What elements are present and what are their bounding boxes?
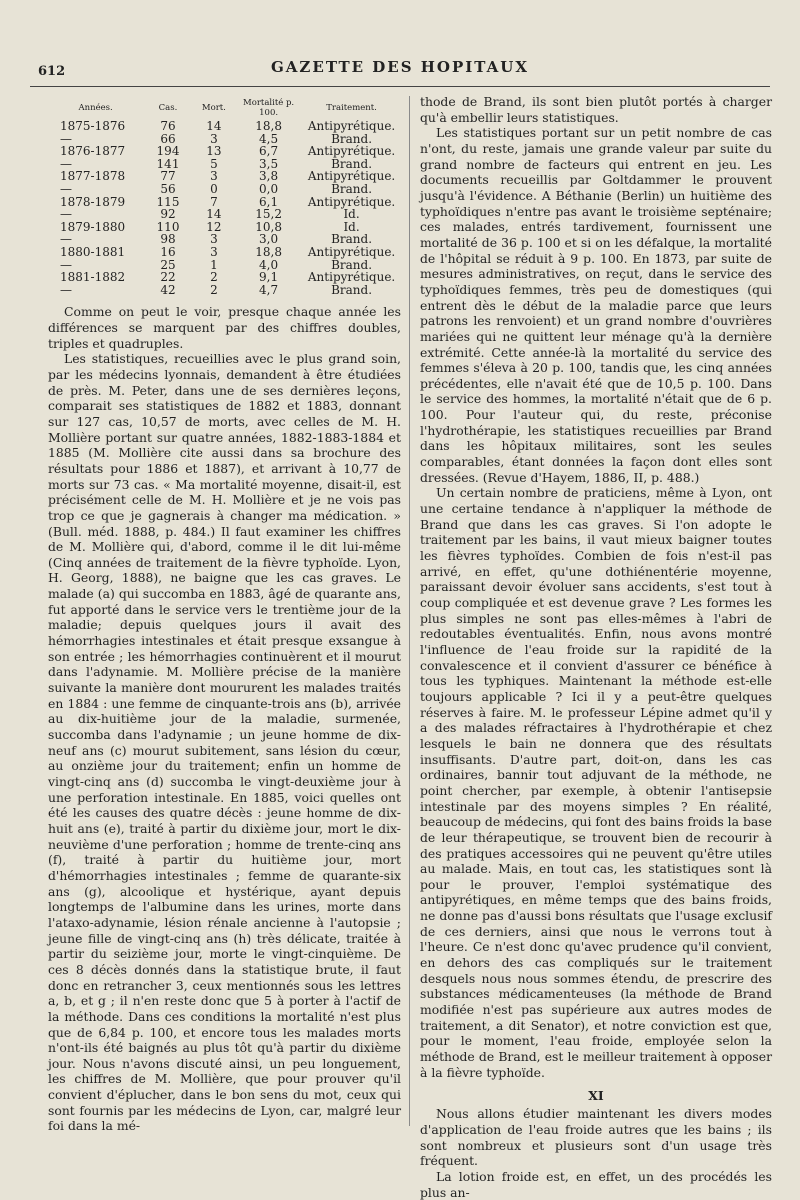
cell-treatment: Antipyrétique. — [307, 119, 396, 133]
cell-treatment: Antipyrétique. — [307, 169, 396, 184]
cell-year: — — [60, 257, 72, 272]
cell-deaths: 3 — [210, 244, 218, 259]
cell-mortality: 18,8 — [255, 244, 282, 259]
body-paragraph: thode de Brand, ils sont bien plutôt portés à charger qu'à embellir leurs statistiques. — [420, 94, 772, 125]
cell-deaths: 3 — [210, 232, 218, 247]
cell-cases: 16 — [160, 244, 176, 259]
cell-year: 1877-1878 — [60, 169, 126, 184]
cell-treatment: Antipyrétique. — [307, 244, 396, 259]
cell-year: — — [60, 232, 72, 247]
cell-cases: 115 — [156, 194, 180, 209]
cell-deaths: 14 — [206, 207, 222, 222]
section-paragraph: La lotion froide est, en effet, un des procédés les plus an- — [420, 1168, 772, 1200]
cell-cases: 25 — [160, 257, 176, 272]
mortality-table — [48, 98, 401, 296]
table-row — [48, 120, 401, 133]
cell-mortality: 3,8 — [259, 169, 279, 184]
cell-treatment: Antipyrétique. — [307, 194, 396, 209]
cell-cases: 110 — [156, 219, 180, 234]
cell-mortality: 15,2 — [255, 207, 282, 222]
cell-treatment: Brand. — [331, 282, 373, 297]
cell-mortality: 3,0 — [259, 232, 279, 247]
cell-treatment: Brand. — [331, 156, 373, 171]
table-row — [48, 246, 401, 259]
cell-year: 1881-1882 — [60, 270, 126, 285]
cell-mortality: 4,0 — [259, 257, 279, 272]
table-row — [48, 271, 401, 284]
column-header-cases: Cas. — [158, 103, 178, 113]
column-header-treatment: Traitement. — [326, 103, 377, 113]
cell-cases: 141 — [156, 156, 180, 171]
cell-mortality: 9,1 — [259, 270, 279, 285]
table-row — [48, 208, 401, 221]
cell-cases: 77 — [160, 169, 176, 184]
cell-deaths: 5 — [210, 156, 218, 171]
section-number: XI — [588, 1088, 604, 1104]
cell-year: 1878-1879 — [60, 194, 126, 209]
cell-cases: 76 — [160, 119, 176, 133]
cell-year: 1880-1881 — [60, 244, 126, 259]
cell-treatment: Antipyrétique. — [307, 270, 396, 285]
cell-mortality: 4,7 — [259, 282, 279, 297]
cell-mortality: 6,7 — [259, 144, 279, 159]
cell-deaths: 2 — [210, 282, 218, 297]
cell-year: 1879-1880 — [60, 219, 126, 234]
page-header — [30, 56, 770, 87]
cell-year: — — [60, 181, 72, 196]
body-paragraph: Comme on peut le voir, presque chaque année les différences se marquent par des chiffres doubles, triples et quadruples. — [48, 304, 401, 351]
cell-mortality: 6,1 — [259, 194, 279, 209]
column-header-years: Années. — [78, 103, 113, 113]
column-divider — [409, 96, 410, 1126]
cell-deaths: 13 — [206, 144, 222, 159]
column-header-deaths: Mort. — [201, 103, 226, 113]
cell-treatment: Brand. — [331, 131, 373, 146]
cell-mortality: 3,5 — [259, 156, 279, 171]
body-paragraph: Les statistiques, recueillies avec le plus grand soin, par les médecins lyonnais, demandent à être étudiées de près. M. Peter, dans une de ses dernières leçons, comparait ses statistiques de 1882 et 1883, donnant sur 127 cas, 10,57 de morts, avec celles de M. H. Mollière portant sur quatre années, 1882-1883-1884 et 1885 (M. Mollière cite aussi dans sa brochure des résultats pour 1886 et 1887), et arrivant à 10,77 de morts sur 73 cas. « Ma mortalité moyenne, disait-il, est précisément celle de M. H. Mollière et je ne vois pas trop ce que je gagnerais à changer ma médication. » (Bull. méd. 1888, p. 484.) Il faut examiner les chiffres de M. Mollière qui, d'abord, comme il le dit lui-même (Cinq années de traitement de la fièvre typhoïde. Lyon, H. Georg, 1888), ne baigne que les cas graves. Le malade (a) qui succomba en 1883, âgé de quarante ans, fut apporté dans le service vers le trentième jour de la maladie; depuis quelques jours il avait des hémorrhagies intestinales et était presque exsangue à son entrée ; les hémorrhagies continuèrent et il mourut dans l'adynamie. M. Mollière précise de la manière suivante la manière dont moururent les malades traités en 1884 : une femme de cinquante-trois ans (b), arrivée au dix-huitième jour de la maladie, surmenée, succomba dans l'adynamie ; un jeune homme de dix-neuf ans (c) mourut subitement, sans lésion du cœur, au onzième jour du traitement; enfin un homme de vingt-cinq ans (d) succomba le vingt-deuxième jour à une perforation intestinale. En 1885, voici quelles ont été les causes des quatre décès : jeune homme de dix-huit ans (e), traité à partir du dixième jour, mort le dix-neuvième d'une perforation ; homme de trente-cinq ans (f), traité à partir du huitième jour, mort d'hémorrhagies intestinales ; femme de quarante-six ans (g), alcoolique et hystérique, ayant depuis longtemps de l'albumine dans les urines, morte dans l'ataxo-adynamie, lésion rénale ancienne à l'autopsie ; jeune fille de vingt-cinq ans (h) très délicate, traitée à partir du seizième jour, morte le vingt-cinquième. De ces 8 décès donnés dans la statistique brute, il faut donc en retrancher 3, ceux mentionnés sous les lettres a, b, et g ; il n'en reste donc que 5 à porter à l'actif de la méthode. Dans ces conditions la mortalité n'est plus que de 6,84 p. 100, et encore tous les malades morts n'ont-ils été baignés au plus tôt qu'à partir du dixième jour. Nous n'avons discuté ainsi, un peu longuement, les chiffres de M. Mollière, que pour prouver qu'il convient d'éplucher, dans le bon sens du mot, ceux qui sont fournis par les médecins de Lyon, car, malgré leur foi dans la mé- — [48, 351, 401, 1134]
column-header-mortality: Mortalité p. 100. — [243, 98, 295, 118]
body-paragraph: Un certain nombre de praticiens, même à Lyon, ont une certaine tendance à n'appliquer la méthode de Brand que dans les cas graves. Si l'on adopte le traitement par les bains, il vaut mieux baigner toutes les fièvres typhoïdes. Combien de fois n'est-il pas arrivé, en effet, qu'une dothiénentérie moyenne, paraissant devoir évoluer sans accidents, s'est tout à coup compliquée et est devenue grave ? Les formes les plus simples ne sont pas elles-mêmes à l'abri de redoutables éventualités. Enfin, nous avons montré l'influence de l'eau froide sur la rapidité de la convalescence et il convient d'assurer ce bénéfice à tous les typhiques. Maintenant la méthode est-elle toujours applicable ? Ici il y a peut-être quelques réserves à faire. M. le professeur Lépine admet qu'il y a des malades réfractaires à l'hydrothérapie et chez lesquels le bain ne donnera que des résultats insuffisants. D'autre part, doit-on, dans les cas ordinaires, bannir tout adjuvant de la méthode, ne point chercher, par exemple, à obtenir l'antisepsie intestinale par des moyens simples ? En réalité, beaucoup de médecins, qui font des bains froids la base de leur thérapeutique, se trouvent bien de recourir à des pratiques accessoires qui ne peuvent qu'être utiles au malade. Mais, en tout cas, les statistiques sont là pour le prouver, l'emploi systématique des antipyrétiques, en même temps que des bains froids, ne donne pas d'aussi bons résultats que l'usage exclusif de ces derniers, ainsi que nous le verrons tout à l'heure. Ce n'est donc qu'avec prudence qu'il convient, en dehors des cas compliqués sur le traitement desquels nous nous sommes étendu, de prescrire des substances médicamenteuses (la méthode de Brand modifiée n'est pas supérieure aux autres modes de traitement, a dit Senator), et notre conviction est que, pour le moment, l'eau froide, employée selon la méthode de Brand, est le meilleur traitement à opposer à la fièvre typhoïde. — [420, 485, 772, 1080]
cell-deaths: 1 — [210, 257, 218, 272]
body-paragraph: Les statistiques portant sur un petit nombre de cas n'ont, du reste, jamais une grande valeur par suite du grand nombre de facteurs qui entrent en jeu. Les documents recueillis par Goltdammer le prouvent jusqu'à l'évidence. A Béthanie (Berlin) un huitième des typhoïdiques n'entre pas avant le troisième septénaire; ces malades, entrés tardivement, fournissent une mortalité de 36 p. 100 et si on les défalque, la mortalité de l'hôpital se réduit à 9 p. 100. En 1873, par suite de mesures administratives, on reçut, dans le service des typhoïdiques femmes, très peu de domestiques (qui entrent dès le début de la maladie parce que leurs patrons les renvoient) et un grand nombre d'ouvrières mariées qui ne quittent leur ménage qu'à la dernière extrémité. Cette année-là la mortalité du service des femmes s'éleva à 20 p. 100, tandis que, les cinq années précédentes, elle n'avait été que de 10,5 p. 100. Dans le service des hommes, la mortalité n'était que de 6 p. 100. Pour l'auteur qui, du reste, préconise l'hydrothérapie, les statistiques recueillies par Brand dans les hôpitaux militaires, sont les seules comparables, étant données la façon dont elles sont dressées. (Revue d'Hayem, 1886, II, p. 488.) — [420, 125, 772, 485]
cell-year: — — [60, 282, 72, 297]
cell-year: 1876-1877 — [60, 144, 126, 159]
cell-treatment: Id. — [343, 219, 360, 234]
cell-year: — — [60, 156, 72, 171]
section-paragraph: Nous allons étudier maintenant les divers modes d'application de l'eau froide autres que les bains ; ils sont nombreux et plusieurs sont d'un usage très fréquent. — [420, 1106, 772, 1169]
cell-deaths: 0 — [210, 181, 218, 196]
cell-treatment: Brand. — [331, 257, 373, 272]
cell-cases: 92 — [160, 207, 176, 222]
cell-mortality: 18,8 — [255, 119, 282, 133]
right-column — [420, 94, 772, 1200]
cell-deaths: 3 — [210, 131, 218, 146]
cell-treatment: Id. — [343, 207, 360, 222]
table-header-row — [48, 98, 401, 120]
cell-year: — — [60, 131, 72, 146]
page-number: 612 — [38, 64, 66, 79]
table-row — [48, 284, 401, 297]
cell-cases: 22 — [160, 270, 176, 285]
cell-cases: 66 — [160, 131, 176, 146]
cell-treatment: Brand. — [331, 181, 373, 196]
cell-deaths: 7 — [210, 194, 218, 209]
cell-cases: 42 — [160, 282, 176, 297]
cell-mortality: 4,5 — [259, 131, 279, 146]
table-row — [48, 183, 401, 196]
left-column — [48, 98, 401, 1134]
cell-deaths: 2 — [210, 270, 218, 285]
cell-treatment: Antipyrétique. — [307, 144, 396, 159]
cell-year: — — [60, 207, 72, 222]
cell-year: 1875-1876 — [60, 119, 126, 133]
table-row — [48, 145, 401, 158]
cell-treatment: Brand. — [331, 232, 373, 247]
cell-deaths: 12 — [206, 219, 222, 234]
cell-deaths: 14 — [206, 119, 222, 133]
journal-title: GAZETTE DES HOPITAUX — [270, 58, 529, 76]
cell-cases: 56 — [160, 181, 176, 196]
cell-cases: 98 — [160, 232, 176, 247]
cell-mortality: 10,8 — [255, 219, 282, 234]
cell-deaths: 3 — [210, 169, 218, 184]
cell-mortality: 0,0 — [259, 181, 279, 196]
cell-cases: 194 — [156, 144, 180, 159]
